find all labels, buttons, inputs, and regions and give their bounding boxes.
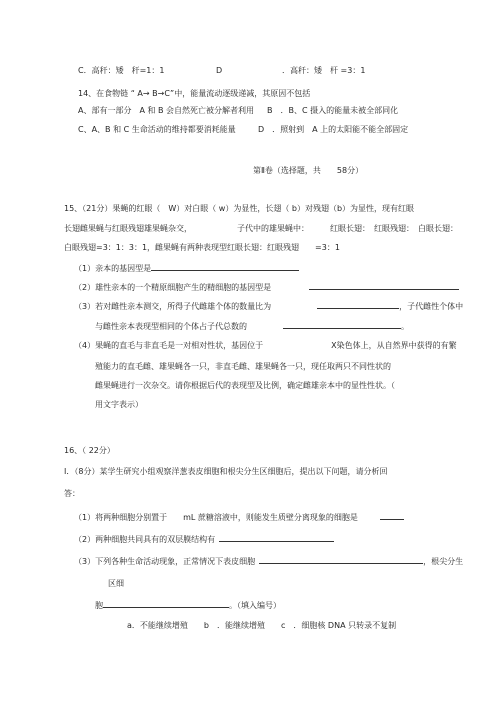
q15-sub-3-line-1: （3）若对雌性亲本测交，所得子代雌雄个体的数量比为 ，子代雌性个体中 bbox=[74, 302, 464, 311]
q16-sub-3-line-3: 胞 。（填入编号） bbox=[95, 601, 281, 610]
q15-line-2c: 红眼长翅： 红眼残翅： 白眼长翅： bbox=[330, 224, 458, 233]
q15-sub-2: （2）雄性亲本的一个精原细胞产生的精细胞的基因型是 bbox=[74, 281, 459, 293]
q15-sub-3-line-2: 与雌性亲本表现型相同的个体占子代总数的 。 bbox=[95, 322, 409, 331]
q13-option-c: C．高秆：矮 秆=1：1 bbox=[78, 66, 165, 75]
q13-option-d-label: D bbox=[216, 66, 223, 75]
q15-line-2b: 子代中的雄果蝇中： bbox=[237, 224, 309, 233]
answer-blank[interactable] bbox=[259, 555, 423, 564]
q15-sub-4-line-1: （4）果蝇的直毛与非直毛是一对相对性状，基因位于 X染色体上，从自然界中获得的有繁 bbox=[74, 341, 457, 350]
answer-blank[interactable] bbox=[317, 300, 399, 309]
section-title: 第Ⅱ卷（选择题，共 58分） bbox=[253, 166, 364, 175]
q16-title: 16、（ 22分） bbox=[64, 446, 115, 455]
q16-options: a．不能继续增殖 b ．能继续增殖 c ．细胞核 DNA 只转录不复制 bbox=[127, 621, 397, 630]
q15-sub-1: （1）亲本的基因型是 bbox=[74, 262, 299, 274]
q16-sub-1: （1）将两种细胞分别置于 mL 蔗糖溶液中，则能发生质壁分离现象的细胞是 bbox=[74, 511, 404, 523]
q15-line-3: 白眼残翅=3：1：3：1，雌果蝇有两种表现型红眼长翅：红眼残翅 =3：1 bbox=[64, 243, 340, 252]
q14-option-b: B ．B、C 摄入的能量未被全部同化 bbox=[267, 106, 399, 115]
answer-blank[interactable] bbox=[103, 599, 229, 608]
q15-line-1: 15、（21分）果蝇的红眼（ W）对白眼（ w）为显性，长翅（ b）对残翅（b）为显性，现有红眼 bbox=[64, 204, 415, 213]
q14-option-d: D ．照射到 A 上的太阳能不能全部固定 bbox=[258, 125, 409, 134]
answer-blank[interactable] bbox=[219, 533, 334, 542]
q14-stem: 14、在食物链 “ A→ B→C”中，能量流动逐级递减，其原因不包括 bbox=[78, 89, 311, 98]
q16-sub-2: （2）两种细胞共同具有的双层膜结构有 bbox=[74, 533, 334, 545]
q14-option-c: C、A、B 和 C 生命活动的维持都要消耗能量 bbox=[78, 125, 236, 134]
q15-sub-4-line-3: 雌果蝇进行一次杂交。请你根据后代的表现型及比例，确定雌雄亲本中的显性性状。（ bbox=[95, 381, 395, 390]
answer-blank[interactable] bbox=[380, 511, 404, 520]
q16-part-1-line-1: Ⅰ．（8分）某学生研究小组观察洋葱表皮细胞和根尖分生区细胞后，提出以下问题，请分析回 bbox=[64, 467, 388, 476]
q13-option-d: ．高秆：矮 杆 =3：1 bbox=[282, 66, 366, 75]
answer-blank[interactable] bbox=[151, 262, 299, 271]
answer-blank[interactable] bbox=[283, 320, 401, 329]
q16-sub-3-line-2: 区细 bbox=[108, 579, 124, 588]
q15-sub-4-line-2: 殖能力的直毛雌、雄果蝇各一只，非直毛雌、雄果蝇各一只，现任取两只不同性状的 bbox=[95, 362, 391, 371]
q16-sub-3-line-1: （3）下列各种生命活动现象，正常情况下表皮细胞 ，根尖分生 bbox=[74, 557, 464, 566]
q16-part-1-line-2: 答： bbox=[64, 489, 80, 498]
answer-blank[interactable] bbox=[309, 281, 459, 290]
q15-line-2a: 长翅雌果蝇与红眼残翅雄果蝇杂交， bbox=[64, 224, 192, 233]
q14-option-a: A、部有一部分 A 和 B 会自然死亡被分解者利用 bbox=[78, 106, 255, 115]
q15-sub-4-line-4: 用文字表示） bbox=[95, 400, 143, 409]
